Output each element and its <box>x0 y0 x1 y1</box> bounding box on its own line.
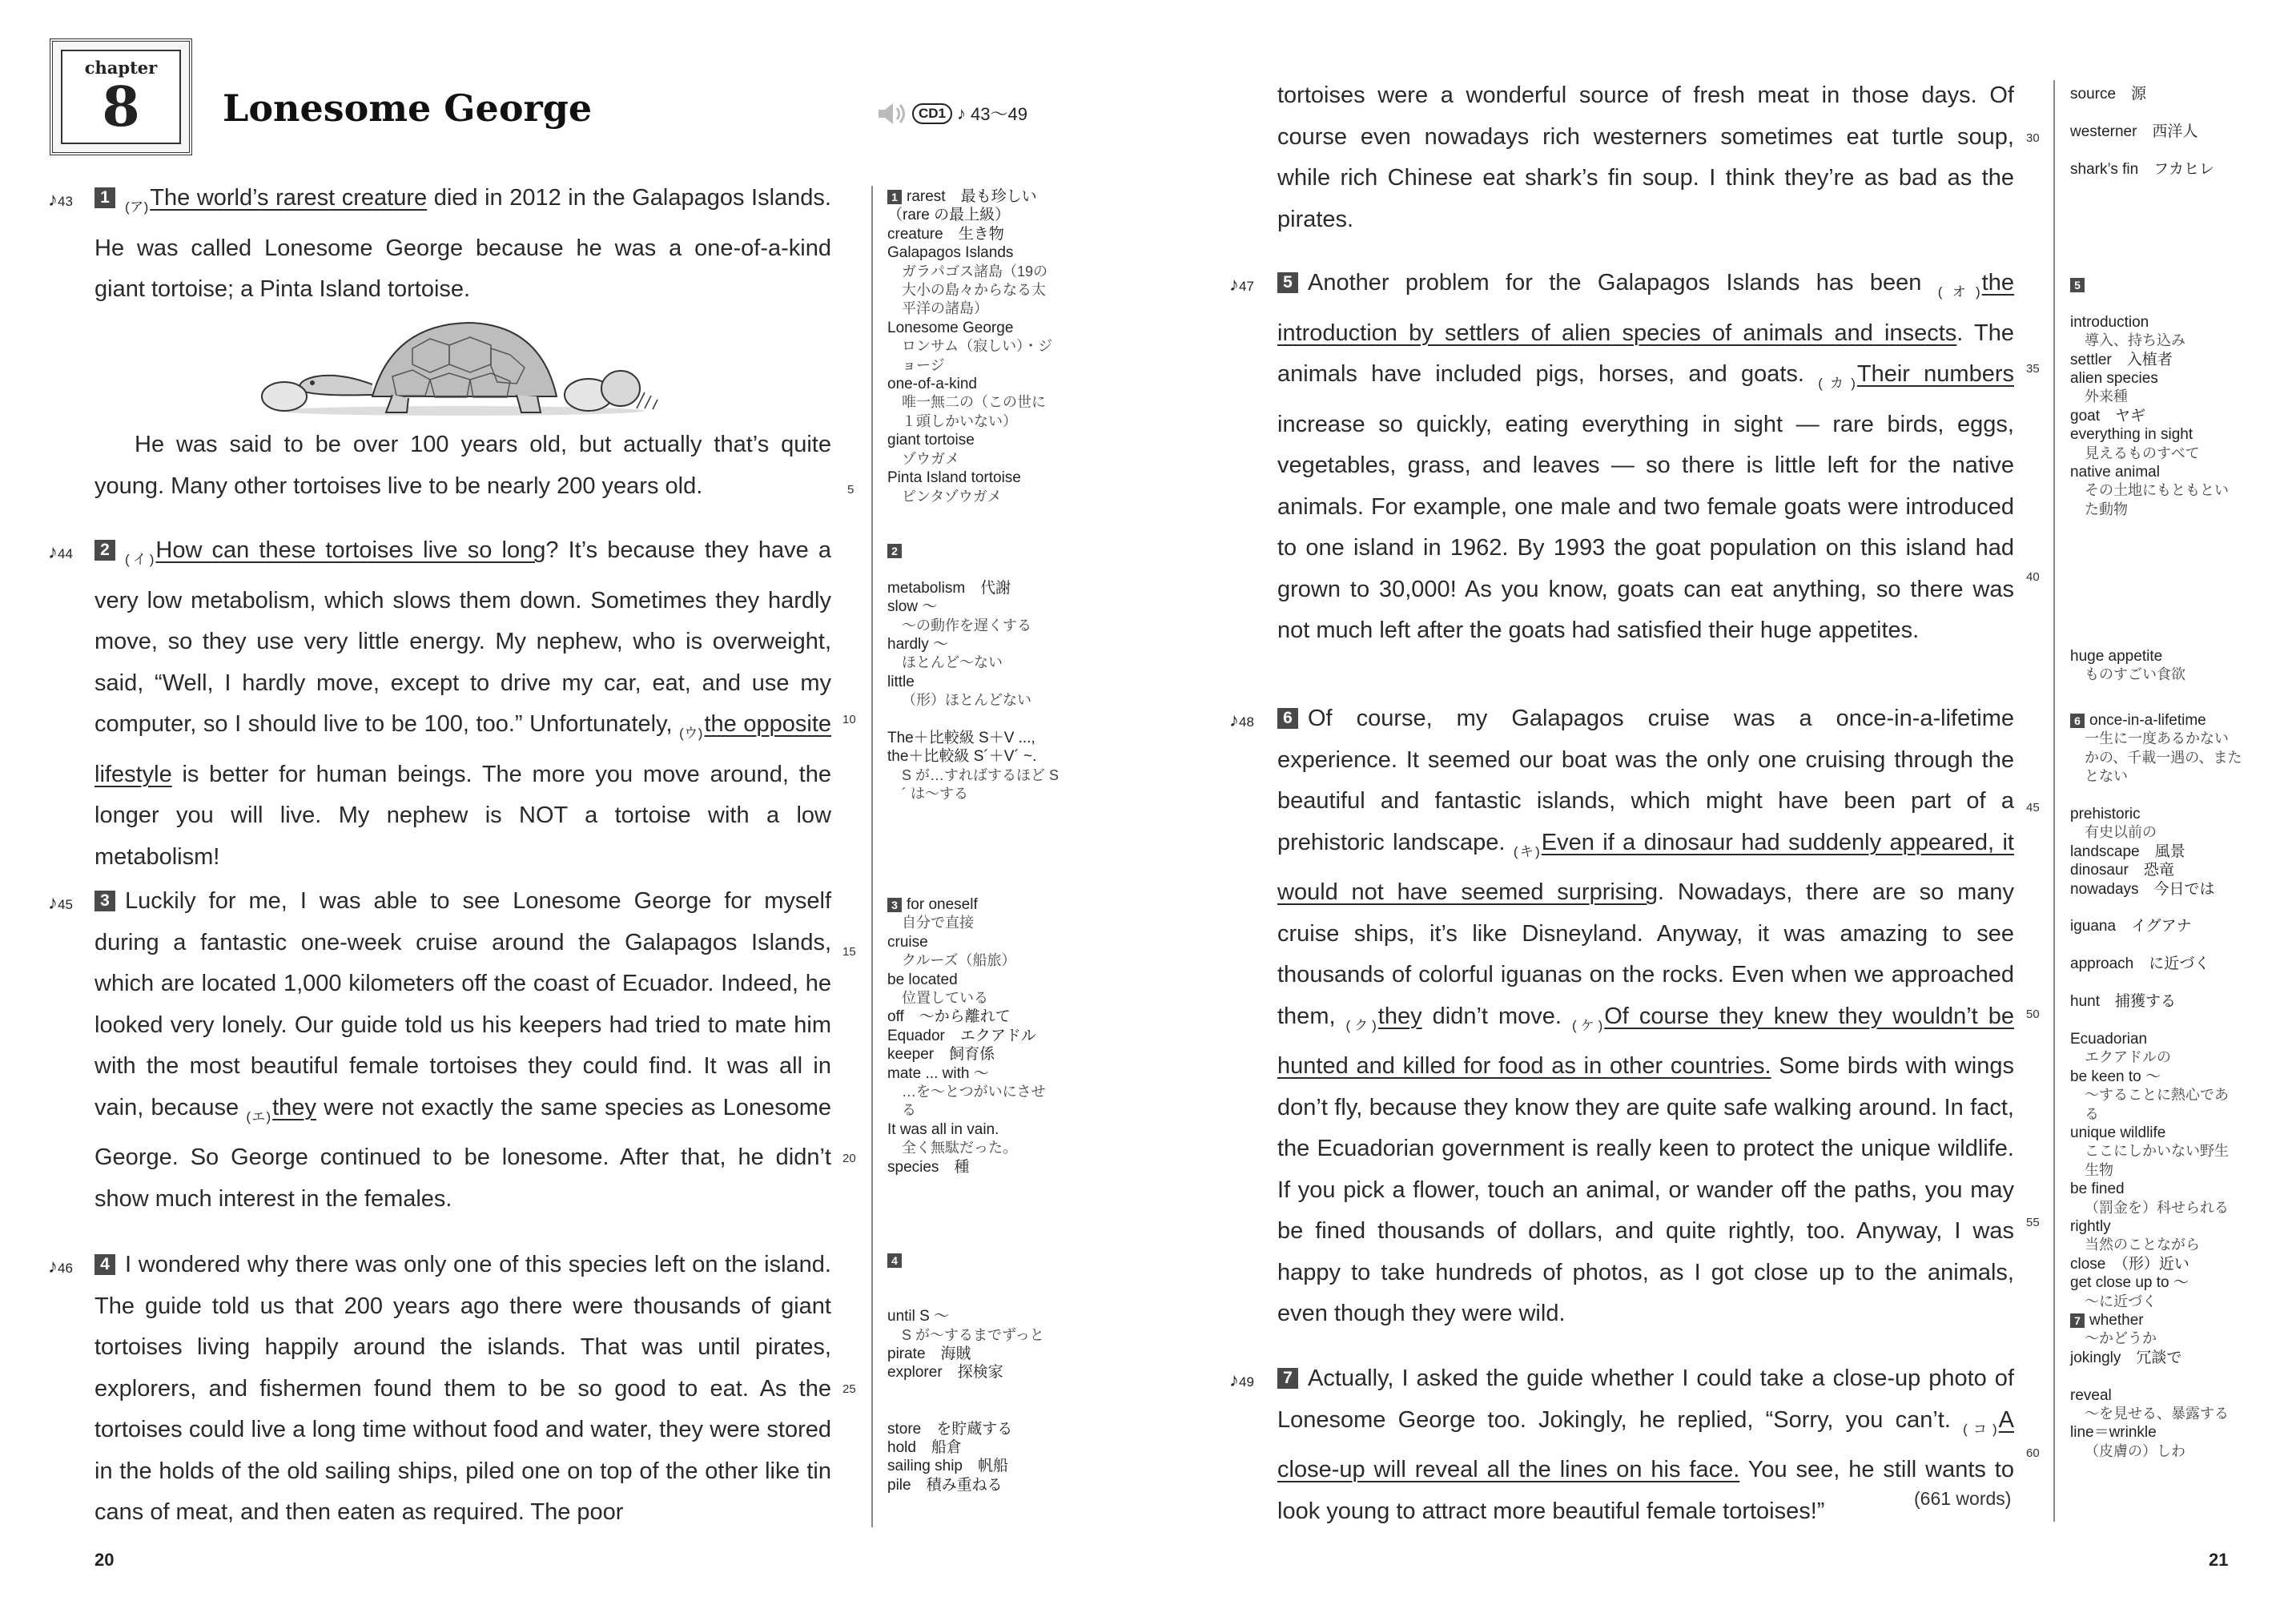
vocab-term <box>887 1269 1060 1288</box>
vocab-gloss: （皮膚の）しわ <box>2085 1442 2185 1459</box>
vocab-gloss: ここにしかいない野生生物 <box>2085 1143 2229 1178</box>
chapter-label: chapter <box>84 58 158 78</box>
vocab-term <box>2070 141 2242 159</box>
vocab-term: rightly <box>2070 1217 2111 1235</box>
vocab-gloss: ～かどうか <box>2085 1330 2157 1347</box>
vocab-term <box>887 560 1060 578</box>
line-number: 35 <box>2026 362 2040 376</box>
vocab-term <box>2070 276 2242 294</box>
vocab-term: settler 入植者 <box>2070 351 2173 368</box>
paragraph-number: 5 <box>1277 272 1298 293</box>
vocab-term <box>887 1289 1060 1307</box>
speaker-icon <box>877 102 907 126</box>
paragraph-number: 3 <box>94 891 115 911</box>
vocab-term: 3 for oneself <box>887 895 1060 914</box>
vocab-term: sailing ship 帆船 <box>887 1458 1008 1475</box>
vocab-term: shark’s fin フカヒレ <box>2070 160 2214 178</box>
vocab-term: iguana イグアナ <box>2070 918 2192 935</box>
music-note-icon: ♪ <box>957 103 967 123</box>
paragraph-5: 5 Another problem for the Galapagos Islands has been $_{(オ)}$the introduction by settlers of alien species of animals and insects. The animals have included pigs, horses, and goats. $_{(カ)}$Their numbers increase so quickly, eating everything in sight — rare birds, eggs, vegetables, grass, and leaves — so there is little left for the native animals. For example, one male and two female goats were introduced to one island in 1962. By 1993 the goat population on this island had grown to 30,000! As you know, goats can eat anything, so there was not much left after the goats had satisfied their huge appetites. <box>1277 270 2014 643</box>
track-47: ♪47 <box>1229 274 1254 296</box>
vocab-term <box>2070 936 2242 955</box>
vocab-gloss: 外来種 <box>2085 388 2128 405</box>
vocab-term: be keen to ～ <box>2070 1068 2161 1085</box>
track-range: 43～49 <box>971 104 1027 124</box>
vocab-gloss: ガラパゴス諸島（19の大小の島々からなる太平洋の諸島） <box>902 263 1048 317</box>
line-number: 5 <box>847 483 854 497</box>
vocab-term: goat ヤギ <box>2070 407 2145 424</box>
vocab-term <box>2070 899 2242 917</box>
paragraph-number: 7 <box>1277 1368 1298 1389</box>
cd-track-info <box>877 101 1027 126</box>
vocab-gloss: エクアドルの <box>2085 1049 2171 1066</box>
vocab-term: hardly ～ <box>887 636 949 654</box>
vocab-term: Ecuadorian <box>2070 1030 2148 1048</box>
vocab-term: Equador エクアドル <box>887 1027 1036 1044</box>
track-43: ♪43 <box>48 189 73 211</box>
vocab-term: keeper 飼育係 <box>887 1046 995 1064</box>
vocab-gloss: 一生に一度あるかないかの、千載一遇の、またとない <box>2085 730 2242 785</box>
vocab-term: little <box>887 673 915 690</box>
music-note-icon: ♪ <box>1229 274 1239 296</box>
vocab-term: introduction <box>2070 313 2149 331</box>
vocab-gloss: ～することに熱心である <box>2085 1087 2229 1122</box>
track-49: ♪49 <box>1229 1370 1254 1391</box>
vocab-block-r2 <box>2070 276 2242 519</box>
vocab-term <box>2070 786 2242 805</box>
vocab-gloss: （罰金を）科せられる <box>2085 1199 2229 1216</box>
vocab-term: one-of-a-kind <box>887 376 977 393</box>
vocab-gloss: S が～するまでずっと <box>902 1326 1044 1343</box>
vocab-term <box>887 1251 1060 1269</box>
vocab-gloss: ゾウガメ <box>902 450 959 467</box>
paragraph-1: $1_{(ア)}The$ world’s rarest creature died in 2012 in the Galapagos Islands. He was called Lonesome George because he was a one-of-a-kind giant tortoise; a Pinta Island tortoise. <box>94 185 831 302</box>
line-number: 10 <box>842 713 856 726</box>
music-note-icon: ♪ <box>1229 710 1239 731</box>
vocab-term: reveal <box>2070 1386 2112 1404</box>
vocab-term: explorer 探検家 <box>887 1364 1003 1382</box>
paragraph-2: $2_{(イ)}How$ can these tortoises live so long? It’s because they have a very low metabolism, which slows them down. Sometimes they hardly move, so they use very little energy. My nephew, who is overweight, said, “Well, I hardly move, except to drive my car, eat, and use my computer, so I should live to be 100, too.” Unfortunately, $_{(ウ)}$the opposite lifestyle is better for human beings. The more you move around, the longer you will live. My nephew is NOT a tortoise with a low metabolism! <box>94 537 832 870</box>
vocab-term: alien species <box>2070 370 2158 388</box>
vocab-term: 7 whether <box>2070 1311 2242 1329</box>
line-number: 45 <box>2026 801 2040 815</box>
vocab-gloss: ～を見せる、暴露する <box>2085 1406 2229 1422</box>
line-number: 30 <box>2026 131 2040 145</box>
paragraph-6: 6 Of course, my Galapagos cruise was a once-in-a-lifetime experience. It seemed our boat was the only one cruising through the beautiful and fantastic islands, which might have been part of a prehistoric landscape. $_{(キ)}$Even if a dinosaur had suddenly appeared, it would not have seemed surprising. Nowadays, there are so many cruise ships, it’s like Disneyland. Anyway, it was amazing to see thousands of colorful iguanas on the rocks. Even when we approached them, $_{(ク)}$they didn’t move. $_{(ケ)}$Of course they knew they wouldn’t be hunted and killed for food as in other countries. Some birds with wings don’t fly, because they know they are quite safe walking around. In fact, the Ecuadorian government is really keen to protect the unique wildlife. If you pick a flower, touch an animal, or wander off the paths, you may be fined thousands of dollars, and quite rightly, too. Anyway, I was happy to take hundreds of photos, as I got close up to the animals, even though they were wild. <box>1277 706 2014 1326</box>
vocab-term <box>2070 1012 2242 1030</box>
vocab-gloss: 自分で直接 <box>902 915 974 931</box>
track-44: ♪44 <box>48 541 73 563</box>
vocab-term <box>2070 103 2242 122</box>
vocab-block-1 <box>887 187 1060 506</box>
vocab-term <box>887 710 1060 729</box>
vocab-gloss: 当然のことながら <box>2085 1237 2200 1253</box>
vocab-term: everything in sight <box>2070 426 2193 444</box>
paragraph-3: 3 Luckily for me, I was able to see Lonesome George for myself during a fantastic one-week cruise around the Galapagos Islands, which are located 1,000 kilometers off the coast of Ecuador. Indeed, he looked very lonely. Our guide told us his keepers had tried to mate him with the most beautiful female tortoises they could find. It was all in vain, because $_{(エ)}$they were not exactly the same species as Lonesome George. So George continued to be lonesome. After that, he didn’t show much interest in the females. <box>94 888 832 1212</box>
cd-badge: CD1 <box>912 103 952 124</box>
vocab-term: giant tortoise <box>887 432 975 449</box>
paragraph-number: 4 <box>94 1254 115 1275</box>
vocab-term: close （形）近い <box>2070 1255 2189 1273</box>
vocab-term: hunt 捕獲する <box>2070 993 2176 1011</box>
vocab-term: get close up to ～ <box>2070 1274 2189 1292</box>
vocab-paragraph-marker: 5 <box>2070 278 2085 292</box>
vocab-block-4 <box>887 1251 1060 1494</box>
vocab-gloss: その土地にもともといた動物 <box>2085 482 2229 517</box>
vocab-gloss: ～に近づく <box>2085 1293 2157 1309</box>
paragraph-number: 1 <box>94 187 115 208</box>
paragraph-number: 2 <box>94 540 115 561</box>
vocab-term: off ～から離れて <box>887 1008 1011 1026</box>
vocab-block-r3 <box>2070 647 2242 685</box>
vocab-gloss: ～の動作を遅くする <box>902 617 1031 634</box>
vocab-gloss: S が…すればするほど S´ は～する <box>902 766 1060 802</box>
chapter-title: Lonesome George <box>223 86 593 130</box>
vocab-gloss: 唯一無二の（この世に１頭しかいない） <box>902 394 1046 429</box>
vocab-term: prehistoric <box>2070 806 2141 823</box>
line-number: 50 <box>2026 1008 2040 1021</box>
vocab-term: Pinta Island tortoise <box>887 469 1021 487</box>
vocab-gloss: 有史以前の <box>2085 824 2157 841</box>
vocab-gloss: ピンタゾウガメ <box>902 488 1002 505</box>
vocab-block-3 <box>887 895 1060 1177</box>
vocab-paragraph-marker: 2 <box>887 544 902 558</box>
vocab-gloss: …を～とつがいにさせる <box>902 1084 1046 1119</box>
vocab-paragraph-marker: 4 <box>887 1253 902 1268</box>
track-46: ♪46 <box>48 1256 73 1277</box>
vocab-gloss: ほとんど～ない <box>902 654 1003 671</box>
line-number: 20 <box>842 1152 856 1165</box>
vocab-paragraph-marker: 1 <box>887 190 902 204</box>
vocab-term: slow ～ <box>887 598 938 616</box>
vocab-gloss: 導入、持ち込み <box>2085 332 2185 349</box>
vocab-paragraph-marker: 3 <box>887 898 902 912</box>
word-count: (661 words) <box>1914 1488 2012 1509</box>
vocab-divider <box>2053 80 2055 1522</box>
track-45: ♪45 <box>48 892 73 914</box>
vocab-gloss: 位置している <box>902 990 988 1007</box>
vocab-gloss: ロンサム（寂しい）・ジョージ <box>902 338 1053 373</box>
vocab-term <box>887 1382 1060 1401</box>
music-note-icon: ♪ <box>1229 1370 1239 1391</box>
vocab-term <box>2070 1367 2242 1386</box>
vocab-term <box>887 541 1060 560</box>
vocab-term <box>2070 294 2242 312</box>
vocab-term: cruise <box>887 933 928 951</box>
paragraph-4-continued: tortoises were a wonderful source of fresh meat in those days. Of course even nowadays rich westerners sometimes eat turtle soup, while rich Chinese eat shark’s fin soup. I think they’re as bad as the pirates. <box>1277 82 2014 232</box>
vocab-block-r4 <box>2070 711 2242 1461</box>
music-note-icon: ♪ <box>48 189 58 211</box>
vocab-gloss: ものすごい食欲 <box>2085 666 2185 683</box>
vocab-term: pirate 海賊 <box>887 1345 971 1363</box>
vocab-term: westerner 西洋人 <box>2070 123 2198 140</box>
line-number: 60 <box>2026 1446 2040 1460</box>
vocab-term: huge appetite <box>2070 648 2163 665</box>
paragraph-7: 7 Actually, I asked the guide whether I could take a close-up photo of Lonesome George too. Jokingly, he replied, “Sorry, you can’t. $_{(コ)}$A close-up will reveal all the lines on his face. You see, he still wants to look young to attract more beautiful female tortoises!” <box>1277 1366 2014 1524</box>
vocab-term: nowadays 今日では <box>2070 880 2215 898</box>
vocab-term: jokingly 冗談で <box>2070 1349 2182 1366</box>
vocab-divider <box>871 186 873 1527</box>
vocab-block-2 <box>887 541 1060 804</box>
vocab-paragraph-marker: 7 <box>2070 1313 2085 1328</box>
music-note-icon: ♪ <box>48 1256 58 1277</box>
vocab-term: （rare の最上級） <box>887 207 1011 224</box>
vocab-term: store を貯蔵する <box>887 1420 1013 1438</box>
line-number: 25 <box>842 1382 856 1396</box>
vocab-term: be located <box>887 971 958 988</box>
vocab-term: It was all in vain. <box>887 1120 999 1138</box>
vocab-term: native animal <box>2070 464 2160 481</box>
vocab-term: until S ～ <box>887 1308 950 1325</box>
line-number: 55 <box>2026 1216 2040 1229</box>
vocab-term: Lonesome George <box>887 319 1014 336</box>
vocab-gloss: 見えるものすべて <box>2085 444 2200 461</box>
vocab-block-r1 <box>2070 85 2242 179</box>
vocab-term: species 種 <box>887 1158 970 1176</box>
paragraph-1-continued: He was said to be over 100 years old, but actually that’s quite young. Many other tortoises live to be nearly 200 years old. <box>94 432 831 499</box>
vocab-term: dinosaur 恐竜 <box>2070 862 2174 879</box>
vocab-term: line＝wrinkle <box>2070 1424 2157 1442</box>
line-number: 15 <box>842 945 856 959</box>
vocab-paragraph-marker: 6 <box>2070 714 2085 728</box>
vocab-term: mate ... with ～ <box>887 1064 989 1082</box>
music-note-icon: ♪ <box>48 541 58 563</box>
vocab-term: pile 積み重ねる <box>887 1476 1003 1494</box>
vocab-gloss: （形）ほとんどない <box>902 692 1031 709</box>
track-48: ♪48 <box>1229 710 1254 731</box>
paragraph-4: 4 I wondered why there was only one of this species left on the island. The guide told us that 200 years ago there were thousands of giant tortoises living happily around the islands. That was until pirates, explorers, and fishermen found them to be so good to eat. As the tortoises could live a long time without food and water, they were stored in the holds of the old sailing ships, piled one on top of the other like tin cans of meat, and then eaten as required. The poor <box>94 1252 831 1525</box>
vocab-term: unique wildlife <box>2070 1124 2166 1141</box>
line-number: 40 <box>2026 570 2040 584</box>
vocab-term: The＋比較級 S＋V ..., the＋比較級 S´＋V´ ~. <box>887 730 1037 766</box>
tortoise-illustration <box>252 300 669 420</box>
vocab-term: creature 生き物 <box>887 225 1004 243</box>
page-number-right: 21 <box>2209 1550 2229 1570</box>
vocab-term: landscape 風景 <box>2070 843 2185 860</box>
vocab-term: approach に近づく <box>2070 955 2210 973</box>
chapter-number: 8 <box>102 75 140 139</box>
vocab-gloss: 全く無駄だった。 <box>902 1140 1017 1156</box>
chapter-badge <box>50 38 192 155</box>
vocab-term: hold 船倉 <box>887 1439 962 1457</box>
page-number-left: 20 <box>94 1550 115 1570</box>
vocab-gloss: クルーズ（船旅） <box>902 952 1016 969</box>
paragraph-number: 6 <box>1277 708 1298 729</box>
vocab-term: be fined <box>2070 1181 2125 1198</box>
vocab-term: source 源 <box>2070 86 2147 103</box>
vocab-term: metabolism 代謝 <box>887 579 1011 597</box>
vocab-term: 6 once-in-a-lifetime <box>2070 711 2242 730</box>
vocab-term: 1 rarest 最も珍しい <box>887 187 1060 206</box>
music-note-icon: ♪ <box>48 892 58 914</box>
vocab-term: Galapagos Islands <box>887 244 1014 262</box>
vocab-term <box>887 1401 1060 1419</box>
vocab-term <box>2070 974 2242 992</box>
